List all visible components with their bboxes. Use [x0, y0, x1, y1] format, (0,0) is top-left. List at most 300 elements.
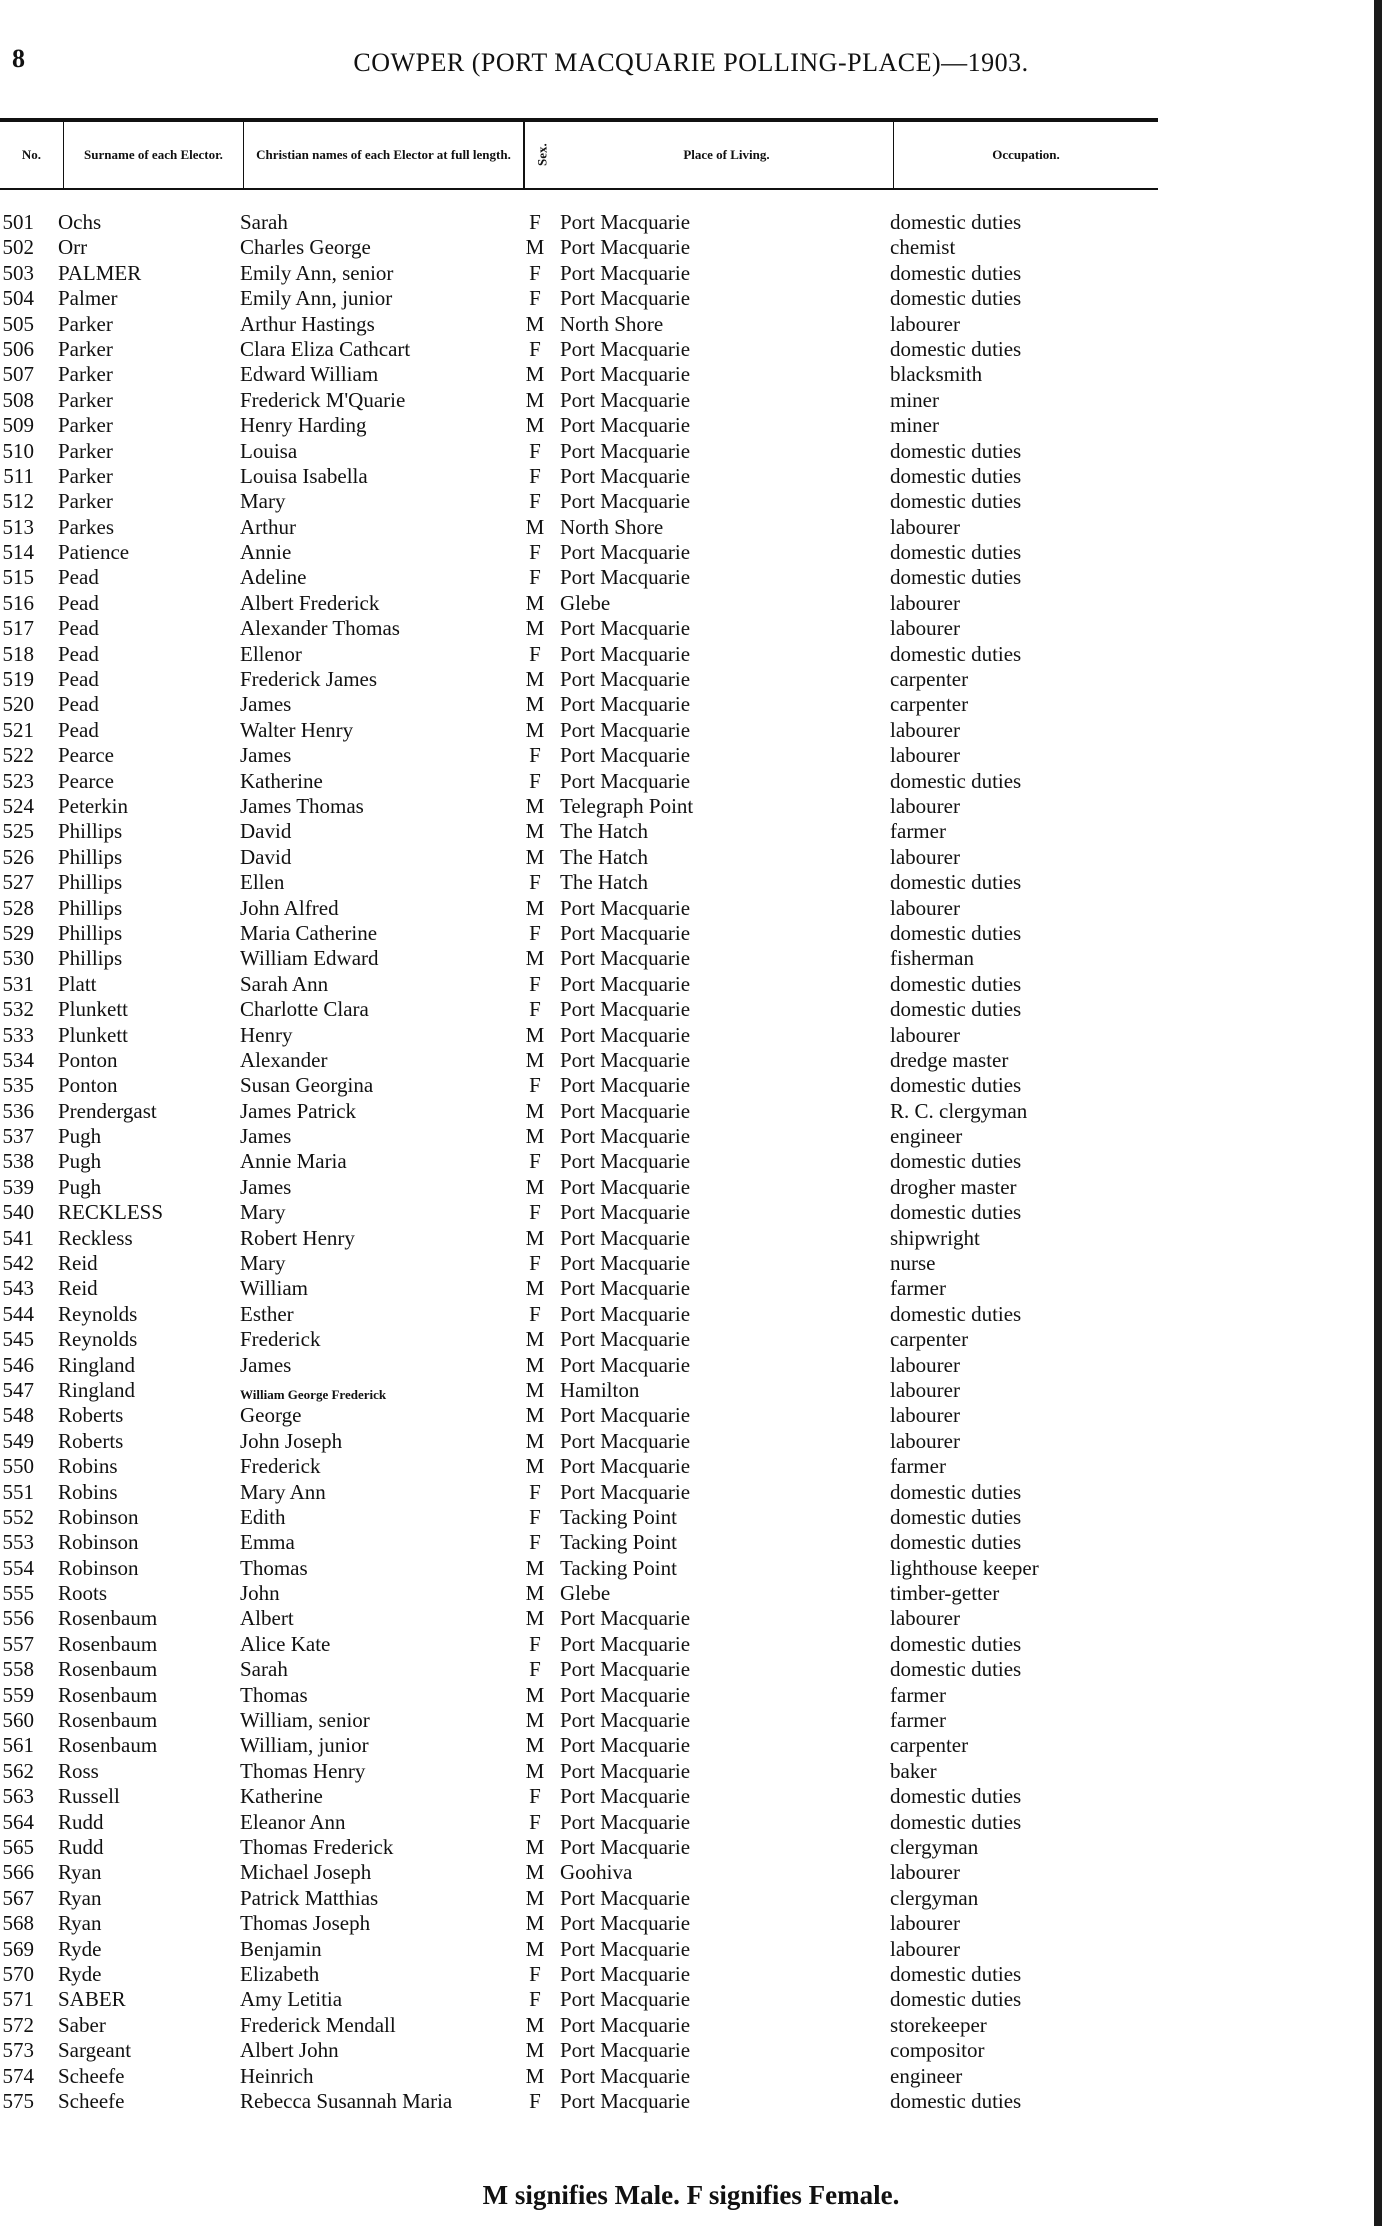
table-row: [0, 261, 1140, 286]
elector-christian-names: Annie Maria: [240, 1149, 347, 1174]
elector-christian-names: John Alfred: [240, 895, 339, 920]
elector-place: Port Macquarie: [560, 1301, 691, 1326]
elector-occupation: labourer: [890, 1936, 960, 1961]
elector-place: Port Macquarie: [560, 387, 691, 412]
elector-occupation: lighthouse keeper: [890, 1555, 1039, 1580]
elector-place: Port Macquarie: [560, 336, 691, 361]
elector-number: 564: [2, 1809, 34, 1834]
elector-surname: Rosenbaum: [58, 1708, 158, 1733]
elector-place: Tacking Point: [560, 1504, 677, 1529]
elector-christian-names: Thomas Joseph: [240, 1911, 371, 1936]
elector-place: Port Macquarie: [560, 1657, 691, 1682]
elector-occupation: labourer: [890, 1352, 960, 1377]
elector-sex: F: [529, 1073, 541, 1098]
elector-place: Port Macquarie: [560, 1124, 691, 1149]
elector-occupation: domestic duties: [890, 1631, 1022, 1656]
elector-number: 511: [3, 463, 34, 488]
elector-place: Port Macquarie: [560, 1784, 691, 1809]
table-row: [0, 794, 1140, 819]
elector-christian-names: Thomas Henry: [240, 1758, 366, 1783]
elector-christian-names: Esther: [240, 1301, 294, 1326]
elector-place: Port Macquarie: [560, 997, 691, 1022]
elector-sex: F: [529, 768, 541, 793]
elector-sex: M: [525, 2038, 545, 2063]
elector-surname: Rosenbaum: [58, 1606, 158, 1631]
elector-sex: M: [525, 1225, 545, 1250]
table-row: [0, 1556, 1140, 1581]
elector-place: Port Macquarie: [560, 235, 691, 260]
elector-surname: Plunkett: [58, 997, 129, 1022]
elector-number: 536: [2, 1098, 34, 1123]
elector-number: 516: [2, 590, 34, 615]
elector-sex: F: [529, 1301, 541, 1326]
table-row: [0, 642, 1140, 667]
elector-christian-names: Frederick Mendall: [240, 2012, 396, 2037]
elector-place: Port Macquarie: [560, 1327, 691, 1352]
elector-christian-names: Emily Ann, junior: [240, 286, 393, 311]
header-place: Place of Living.: [560, 122, 894, 188]
elector-number: 501: [2, 210, 34, 234]
elector-occupation: domestic duties: [890, 463, 1022, 488]
elector-sex: F: [529, 336, 541, 361]
table-row: [0, 515, 1140, 540]
elector-place: Port Macquarie: [560, 971, 691, 996]
elector-occupation: labourer: [890, 1403, 960, 1428]
elector-number: 570: [2, 1961, 34, 1986]
elector-sex: M: [525, 1352, 545, 1377]
elector-occupation: clergyman: [890, 1885, 979, 1910]
elector-surname: Ryde: [58, 1936, 102, 1961]
elector-surname: Parker: [58, 463, 113, 488]
elector-occupation: domestic duties: [890, 1809, 1022, 1834]
elector-sex: F: [529, 743, 541, 768]
table-row: [0, 312, 1140, 337]
elector-sex: M: [525, 692, 545, 717]
elector-surname: Parker: [58, 311, 113, 336]
elector-number: 574: [2, 2063, 34, 2088]
elector-place: Port Macquarie: [560, 1174, 691, 1199]
elector-occupation: domestic duties: [890, 920, 1022, 945]
elector-number: 532: [2, 997, 34, 1022]
table-row: [0, 1860, 1140, 1885]
elector-christian-names: Ellen: [240, 870, 285, 895]
elector-christian-names: John: [240, 1581, 280, 1606]
table-row: [0, 1581, 1140, 1606]
elector-number: 514: [2, 540, 34, 565]
elector-sex: F: [529, 286, 541, 311]
elector-surname: Ponton: [58, 1073, 118, 1098]
elector-place: Port Macquarie: [560, 1225, 691, 1250]
elector-number: 519: [2, 667, 34, 692]
elector-sex: M: [525, 1377, 545, 1402]
elector-number: 568: [2, 1911, 34, 1936]
elector-number: 509: [2, 413, 34, 438]
elector-occupation: miner: [890, 387, 939, 412]
elector-occupation: domestic duties: [890, 286, 1022, 311]
elector-number: 541: [2, 1225, 34, 1250]
elector-number: 571: [2, 1987, 34, 2012]
elector-occupation: domestic duties: [890, 1479, 1022, 1504]
elector-surname: Reid: [58, 1251, 98, 1276]
elector-christian-names: Sarah: [240, 1657, 288, 1682]
elector-occupation: timber-getter: [890, 1581, 1000, 1606]
elector-sex: M: [525, 1835, 545, 1859]
table-row: [0, 337, 1140, 362]
elector-place: Tacking Point: [560, 1530, 677, 1555]
table-row: [0, 1403, 1140, 1428]
elector-number: 510: [2, 438, 34, 463]
elector-occupation: farmer: [890, 1276, 946, 1301]
table-row: [0, 1175, 1140, 1200]
elector-occupation: labourer: [890, 1428, 960, 1453]
table-row: [0, 464, 1140, 489]
elector-surname: Pugh: [58, 1174, 102, 1199]
elector-sex: M: [525, 1454, 545, 1479]
page-edge: [1374, 0, 1382, 2226]
elector-christian-names: William George Frederick: [240, 1386, 387, 1402]
elector-christian-names: James Thomas: [240, 793, 364, 818]
elector-surname: Pearce: [58, 768, 114, 793]
elector-surname: Ryan: [58, 1860, 102, 1885]
elector-surname: PALMER: [58, 260, 142, 285]
elector-occupation: labourer: [890, 717, 960, 742]
table-row: [0, 1454, 1140, 1479]
table-row: [0, 1937, 1140, 1962]
elector-number: 543: [2, 1276, 34, 1301]
elector-sex: F: [529, 1987, 541, 2012]
elector-christian-names: Frederick James: [240, 667, 378, 692]
elector-number: 512: [2, 489, 34, 514]
elector-christian-names: James: [240, 1124, 292, 1149]
elector-occupation: domestic duties: [890, 489, 1022, 514]
elector-surname: Parker: [58, 362, 113, 387]
elector-sex: F: [529, 1479, 541, 1504]
elector-occupation: domestic duties: [890, 1073, 1022, 1098]
elector-occupation: domestic duties: [890, 565, 1022, 590]
elector-sex: F: [529, 1530, 541, 1555]
elector-place: Goohiva: [560, 1860, 633, 1885]
elector-sex: F: [529, 1149, 541, 1174]
elector-christian-names: William: [240, 1276, 308, 1301]
elector-christian-names: Frederick: [240, 1454, 321, 1479]
elector-number: 572: [2, 2012, 34, 2037]
elector-number: 551: [2, 1479, 34, 1504]
elector-number: 561: [2, 1733, 34, 1758]
elector-number: 538: [2, 1149, 34, 1174]
elector-christian-names: Elizabeth: [240, 1961, 320, 1986]
elector-occupation: domestic duties: [890, 870, 1022, 895]
elector-occupation: shipwright: [890, 1225, 980, 1250]
table-row: [0, 1759, 1140, 1784]
elector-sex: M: [525, 387, 545, 412]
table-row: [0, 1099, 1140, 1124]
elector-occupation: domestic duties: [890, 1657, 1022, 1682]
elector-place: Tacking Point: [560, 1555, 677, 1580]
elector-place: Port Macquarie: [560, 1098, 691, 1123]
elector-number: 553: [2, 1530, 34, 1555]
elector-number: 566: [2, 1860, 34, 1885]
elector-christian-names: Annie: [240, 540, 292, 565]
elector-surname: Robins: [58, 1454, 118, 1479]
elector-place: Port Macquarie: [560, 920, 691, 945]
elector-christian-names: Albert John: [240, 2038, 339, 2063]
elector-occupation: blacksmith: [890, 362, 983, 387]
table-row: [0, 819, 1140, 844]
elector-sex: M: [525, 1047, 545, 1072]
table-row: [0, 1606, 1140, 1631]
elector-occupation: labourer: [890, 743, 960, 768]
elector-christian-names: Thomas: [240, 1555, 308, 1580]
elector-occupation: chemist: [890, 235, 956, 260]
elector-christian-names: Amy Letitia: [240, 1987, 343, 2012]
table-row: [0, 565, 1140, 590]
elector-place: Port Macquarie: [560, 1428, 691, 1453]
elector-surname: Parker: [58, 336, 113, 361]
header-occupation: Occupation.: [992, 146, 1060, 162]
elector-christian-names: Arthur Hastings: [240, 311, 375, 336]
elector-number: 552: [2, 1504, 34, 1529]
elector-sex: F: [529, 1631, 541, 1656]
table-row: [0, 845, 1140, 870]
table-row: [0, 1835, 1140, 1860]
elector-occupation: domestic duties: [890, 438, 1022, 463]
elector-christian-names: Heinrich: [240, 2063, 314, 2088]
elector-christian-names: Clara Eliza Cathcart: [240, 336, 411, 361]
elector-place: Port Macquarie: [560, 540, 691, 565]
elector-christian-names: Patrick Matthias: [240, 1885, 379, 1910]
elector-surname: Ross: [58, 1758, 99, 1783]
elector-occupation: labourer: [890, 514, 960, 539]
elector-sex: M: [525, 235, 545, 260]
elector-christian-names: Louisa Isabella: [240, 463, 368, 488]
elector-occupation: domestic duties: [890, 1200, 1022, 1225]
elector-sex: F: [529, 463, 541, 488]
elector-occupation: domestic duties: [890, 1530, 1022, 1555]
table-row: [0, 1276, 1140, 1301]
elector-occupation: domestic duties: [890, 1784, 1022, 1809]
elector-number: 520: [2, 692, 34, 717]
elector-sex: M: [525, 1885, 545, 1910]
table-row: [0, 972, 1140, 997]
table-row: [0, 362, 1140, 387]
table-row: [0, 718, 1140, 743]
elector-occupation: farmer: [890, 1454, 946, 1479]
table-row: [0, 743, 1140, 768]
elector-surname: Pugh: [58, 1124, 102, 1149]
table-row: [0, 769, 1140, 794]
table-row: [0, 870, 1140, 895]
elector-surname: Parkes: [58, 514, 114, 539]
table-row: [0, 439, 1140, 464]
elector-number: 569: [2, 1936, 34, 1961]
elector-sex: F: [529, 1784, 541, 1809]
table-row: [0, 2089, 1140, 2114]
elector-place: Telegraph Point: [560, 793, 694, 818]
elector-occupation: domestic duties: [890, 768, 1022, 793]
elector-surname: Palmer: [58, 286, 118, 311]
elector-surname: Reckless: [58, 1225, 133, 1250]
elector-number: 527: [2, 870, 34, 895]
elector-christian-names: Mary: [240, 489, 286, 514]
elector-place: Port Macquarie: [560, 1809, 691, 1834]
elector-number: 557: [2, 1631, 34, 1656]
elector-surname: Plunkett: [58, 1022, 129, 1047]
elector-sex: M: [525, 1758, 545, 1783]
elector-surname: Phillips: [58, 895, 123, 920]
table-row: [0, 1429, 1140, 1454]
table-row: [0, 489, 1140, 514]
elector-place: Port Macquarie: [560, 1936, 691, 1961]
elector-surname: Scheefe: [58, 2063, 125, 2088]
elector-occupation: domestic duties: [890, 1504, 1022, 1529]
elector-occupation: domestic duties: [890, 1301, 1022, 1326]
elector-sex: M: [525, 1327, 545, 1352]
elector-surname: Roberts: [58, 1428, 124, 1453]
table-row: [0, 1073, 1140, 1098]
table-row: [0, 896, 1140, 921]
elector-number: 526: [2, 844, 34, 869]
elector-sex: M: [525, 413, 545, 438]
elector-number: 513: [2, 514, 34, 539]
elector-sex: M: [525, 667, 545, 692]
elector-surname: Ponton: [58, 1047, 118, 1072]
elector-surname: Pead: [58, 641, 99, 666]
elector-number: 524: [2, 793, 34, 818]
elector-christian-names: Ellenor: [240, 641, 302, 666]
elector-place: Port Macquarie: [560, 946, 691, 971]
elector-surname: Pugh: [58, 1149, 102, 1174]
elector-place: Port Macquarie: [560, 1682, 691, 1707]
elector-place: Port Macquarie: [560, 2063, 691, 2088]
elector-occupation: domestic duties: [890, 540, 1022, 565]
table-row: [0, 1124, 1140, 1149]
elector-christian-names: William, junior: [240, 1733, 369, 1758]
elector-surname: Russell: [58, 1784, 120, 1809]
elector-place: Port Macquarie: [560, 895, 691, 920]
elector-number: 539: [2, 1174, 34, 1199]
table-row: [0, 1632, 1140, 1657]
elector-christian-names: Frederick: [240, 1327, 321, 1352]
elector-christian-names: Albert: [240, 1606, 294, 1631]
elector-christian-names: William Edward: [240, 946, 379, 971]
elector-christian-names: James: [240, 1174, 292, 1199]
elector-place: The Hatch: [560, 819, 649, 844]
elector-christian-names: Maria Catherine: [240, 920, 378, 945]
table-row: [0, 1530, 1140, 1555]
elector-place: Port Macquarie: [560, 2012, 691, 2037]
elector-christian-names: Frederick M'Quarie: [240, 387, 406, 412]
elector-christian-names: Alexander: [240, 1047, 328, 1072]
table-row: [0, 1810, 1140, 1835]
elector-surname: Orr: [58, 235, 88, 260]
elector-sex: M: [525, 1733, 545, 1758]
elector-surname: Rudd: [58, 1809, 104, 1834]
elector-place: Port Macquarie: [560, 2038, 691, 2063]
elector-surname: Ochs: [58, 210, 102, 234]
elector-number: 535: [2, 1073, 34, 1098]
elector-christian-names: Thomas: [240, 1682, 308, 1707]
elector-surname: Pead: [58, 717, 99, 742]
elector-occupation: domestic duties: [890, 2088, 1022, 2113]
elector-number: 573: [2, 2038, 34, 2063]
elector-sex: M: [525, 1276, 545, 1301]
table-row: [0, 388, 1140, 413]
elector-number: 515: [2, 565, 34, 590]
elector-place: Port Macquarie: [560, 616, 691, 641]
elector-occupation: labourer: [890, 1022, 960, 1047]
table-row: [0, 667, 1140, 692]
elector-place: Port Macquarie: [560, 717, 691, 742]
elector-number: 504: [2, 286, 34, 311]
elector-sex: M: [525, 1428, 545, 1453]
elector-place: Hamilton: [560, 1377, 640, 1402]
elector-sex: M: [525, 844, 545, 869]
elector-sex: M: [525, 1022, 545, 1047]
elector-sex: M: [525, 311, 545, 336]
table-row: [0, 210, 1140, 235]
elector-sex: F: [529, 1961, 541, 1986]
table-row: [0, 1886, 1140, 1911]
elector-number: 506: [2, 336, 34, 361]
elector-sex: M: [525, 1174, 545, 1199]
elector-place: Port Macquarie: [560, 743, 691, 768]
elector-occupation: domestic duties: [890, 997, 1022, 1022]
elector-number: 547: [2, 1377, 34, 1402]
elector-christian-names: Henry: [240, 1022, 293, 1047]
elector-christian-names: Emma: [240, 1530, 295, 1555]
elector-surname: Ryan: [58, 1885, 102, 1910]
elector-christian-names: David: [240, 844, 292, 869]
elector-surname: Prendergast: [58, 1098, 157, 1123]
elector-number: 537: [2, 1124, 34, 1149]
elector-sex: F: [529, 565, 541, 590]
elector-number: 523: [2, 768, 34, 793]
elector-sex: F: [529, 1200, 541, 1225]
elector-occupation: storekeeper: [890, 2012, 987, 2037]
table-row: [0, 616, 1140, 641]
elector-number: 521: [2, 717, 34, 742]
elector-christian-names: Sarah: [240, 210, 288, 234]
elector-place: Port Macquarie: [560, 1276, 691, 1301]
elector-place: Port Macquarie: [560, 1987, 691, 2012]
elector-place: The Hatch: [560, 870, 649, 895]
table-row: [0, 286, 1140, 311]
elector-place: Port Macquarie: [560, 260, 691, 285]
elector-number: 560: [2, 1708, 34, 1733]
elector-surname: Reid: [58, 1276, 98, 1301]
elector-place: Port Macquarie: [560, 1885, 691, 1910]
elector-number: 548: [2, 1403, 34, 1428]
elector-occupation: miner: [890, 413, 939, 438]
elector-sex: F: [529, 1657, 541, 1682]
elector-place: Port Macquarie: [560, 1454, 691, 1479]
elector-occupation: labourer: [890, 895, 960, 920]
elector-sex: F: [529, 1251, 541, 1276]
elector-place: The Hatch: [560, 844, 649, 869]
elector-surname: Robins: [58, 1479, 118, 1504]
elector-christian-names: Walter Henry: [240, 717, 354, 742]
elector-occupation: labourer: [890, 844, 960, 869]
elector-surname: Robinson: [58, 1530, 139, 1555]
elector-occupation: labourer: [890, 1606, 960, 1631]
elector-number: 505: [2, 311, 34, 336]
elector-christian-names: Adeline: [240, 565, 307, 590]
table-row: [0, 1353, 1140, 1378]
elector-occupation: carpenter: [890, 1327, 969, 1352]
elector-occupation: drogher master: [890, 1174, 1017, 1199]
table-row: [0, 2038, 1140, 2063]
elector-sex: M: [525, 590, 545, 615]
